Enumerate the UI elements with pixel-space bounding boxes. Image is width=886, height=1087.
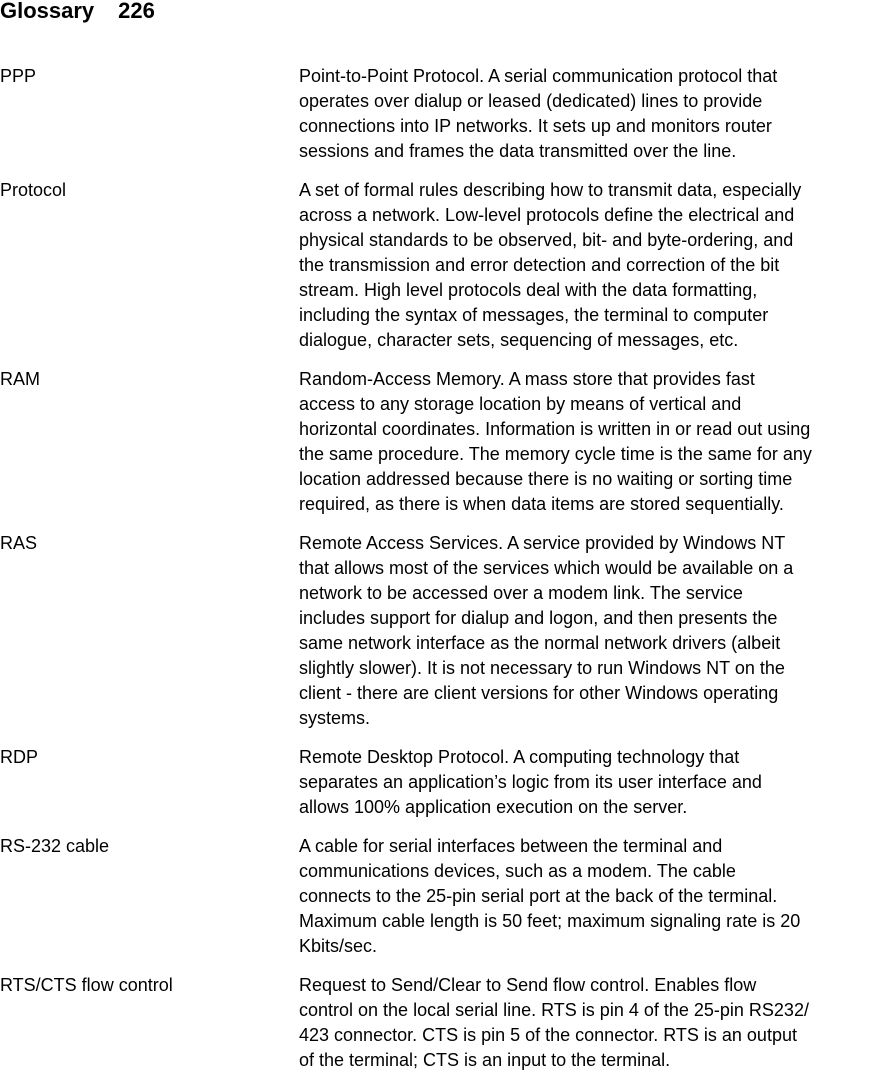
definition-line: across a network. Low-level protocols define the electrical and <box>299 205 795 225</box>
definition-line: Request to Send/Clear to Send flow control. Enables flow <box>299 975 757 995</box>
glossary-term: RTS/CTS flow control <box>0 975 173 995</box>
definition-line: sessions and frames the data transmitted over the line. <box>299 141 737 161</box>
definition-line: operates over dialup or leased (dedicated) lines to provide <box>299 91 763 111</box>
definition-line: physical standards to be observed, bit- and byte-ordering, and <box>299 230 794 250</box>
definition-line: communications devices, such as a modem. The cable <box>299 861 736 881</box>
glossary-definition <box>299 367 886 517</box>
definition-line: network to be accessed over a modem link. The service <box>299 583 743 603</box>
glossary-entry <box>0 531 886 731</box>
definition-line: the same procedure. The memory cycle time is the same for any <box>299 444 812 464</box>
definition-line: allows 100% application execution on the server. <box>299 797 688 817</box>
glossary-list <box>0 64 886 1087</box>
glossary-term: RAS <box>0 533 38 553</box>
definition-line: same network interface as the normal network drivers (albeit <box>299 633 781 653</box>
definition-line: stream. High level protocols deal with the data formatting, <box>299 280 758 300</box>
definition-line: Maximum cable length is 50 feet; maximum signaling rate is 20 <box>299 911 801 931</box>
glossary-term: RAM <box>0 369 40 389</box>
definition-line: slightly slower). It is not necessary to run Windows NT on the <box>299 658 785 678</box>
definition-line: the transmission and error detection and correction of the bit <box>299 255 780 275</box>
glossary-entry <box>0 834 886 959</box>
glossary-term: Protocol <box>0 180 67 200</box>
glossary-definition <box>299 531 886 731</box>
definition-line: required, as there is when data items are stored sequentially. <box>299 494 784 514</box>
definition-line: A set of formal rules describing how to transmit data, especially <box>299 180 802 200</box>
definition-line: horizontal coordinates. Information is written in or read out using <box>299 419 811 439</box>
glossary-entry <box>0 367 886 517</box>
glossary-definition <box>299 973 886 1073</box>
definition-line: connects to the 25-pin serial port at the back of the terminal. <box>299 886 778 906</box>
glossary-definition <box>299 745 886 820</box>
glossary-entry <box>0 178 886 353</box>
glossary-entry <box>0 64 886 164</box>
definition-line: Kbits/sec. <box>299 936 378 956</box>
definition-line: Remote Access Services. A service provided by Windows NT <box>299 533 786 553</box>
glossary-definition <box>299 178 886 353</box>
definition-line: that allows most of the services which would be available on a <box>299 558 794 578</box>
definition-line: access to any storage location by means of vertical and <box>299 394 742 414</box>
page-number: 226 <box>118 0 155 23</box>
definition-line: location addressed because there is no waiting or sorting time <box>299 469 793 489</box>
definition-line: of the terminal; CTS is an input to the terminal. <box>299 1050 671 1070</box>
definition-line: A cable for serial interfaces between the terminal and <box>299 836 723 856</box>
definition-line: connections into IP networks. It sets up and monitors router <box>299 116 772 136</box>
glossary-entry <box>0 745 886 820</box>
definition-line: systems. <box>299 708 371 728</box>
definition-line: dialogue, character sets, sequencing of messages, etc. <box>299 330 739 350</box>
glossary-term: PPP <box>0 66 37 86</box>
page-title: Glossary <box>0 0 95 23</box>
definition-line: 423 connector. CTS is pin 5 of the connector. RTS is an output <box>299 1025 797 1045</box>
glossary-definition <box>299 64 886 164</box>
glossary-term: RDP <box>0 747 39 767</box>
definition-line: client - there are client versions for other Windows operating <box>299 683 779 703</box>
definition-line: Random-Access Memory. A mass store that provides fast <box>299 369 755 389</box>
definition-line: including the syntax of messages, the terminal to computer <box>299 305 769 325</box>
glossary-definition <box>299 834 886 959</box>
definition-line: Remote Desktop Protocol. A computing technology that <box>299 747 740 767</box>
glossary-entry <box>0 973 886 1073</box>
definition-line: separates an application’s logic from its user interface and <box>299 772 762 792</box>
page-header <box>0 0 155 22</box>
definition-line: control on the local serial line. RTS is pin 4 of the 25-pin RS232/ <box>299 1000 809 1020</box>
definition-line: includes support for dialup and logon, and then presents the <box>299 608 778 628</box>
glossary-term: RS-232 cable <box>0 836 110 856</box>
definition-line: Point-to-Point Protocol. A serial communication protocol that <box>299 66 778 86</box>
